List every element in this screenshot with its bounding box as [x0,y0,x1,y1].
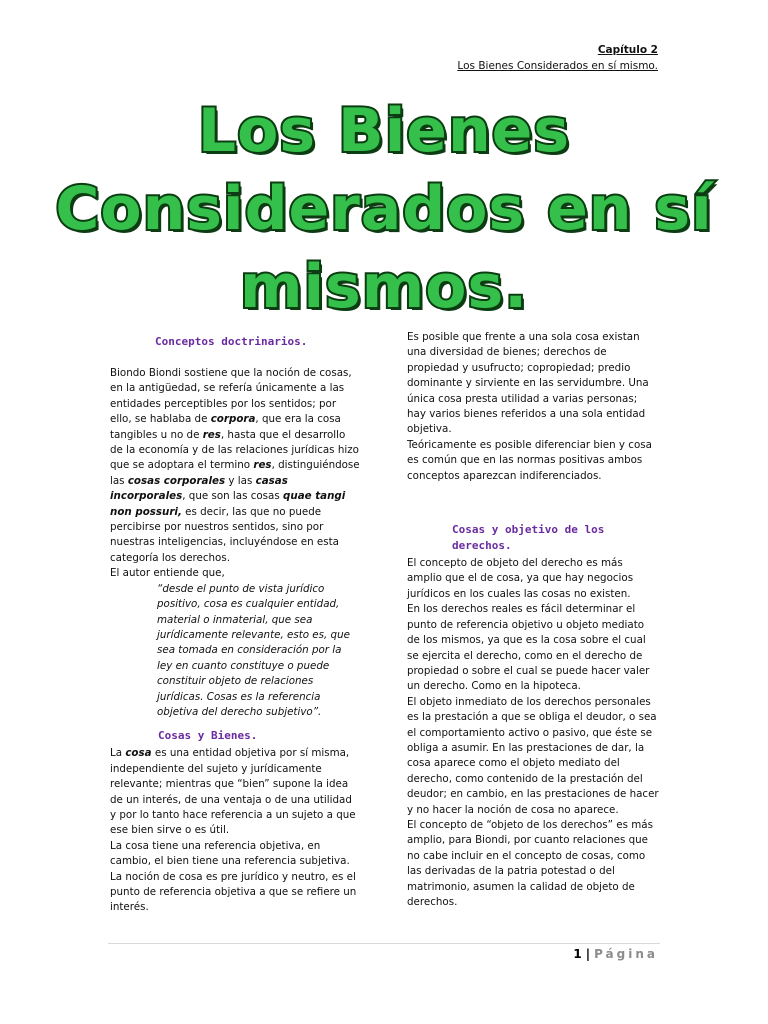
page-number: 1 [573,947,582,961]
page-title [0,92,768,326]
footer-separator: | [585,947,591,961]
term-corpora: corpora [210,413,256,426]
paragraph-nocion: La noción de cosa es pre jurídico y neutro, es el punto de referencia objetiva a que se refiere un interés. [110,870,357,914]
text-run: y las [225,474,256,487]
section-heading-objetivo-derechos: Cosas y objetivo de los derechos. [452,523,605,553]
page-label: Página [594,947,658,961]
running-header [457,42,658,74]
footer-divider [108,943,660,944]
paragraph-objeto-inmediato: El objeto inmediato de los derechos personales es la prestación a que se obliga el deudor, o sea el comportamiento activo o pasivo, que éste se obliga a asumir. En las prestaciones de dar, la cosa aparece como el objeto mediato del derecho, como contenido de la prestación del deudor; en cambio, en las prestaciones de hacer y no hacer la noción de cosa no aparece. [407,695,659,816]
section-heading-conceptos: Conceptos doctrinarios. [155,335,308,348]
text-run: , hasta que el desarrollo de la economía y de las relaciones jurídicas hizo que se adoptara el termino [110,428,359,472]
paragraph-autor: El autor entiende que, [110,567,225,580]
text-run: La [110,747,126,760]
section-heading-cosas-bienes: Cosas y Bienes. [158,729,258,743]
paragraph-objeto-derecho: El concepto de objeto del derecho es más amplio que el de cosa, ya que hay negocios jurídicos en los cuales las cosas no existen. [407,557,634,600]
term-quae-tangi: quae tangi non possuri, [110,490,346,518]
term-res: res [253,459,272,472]
text-run: , distinguiéndose las [110,459,360,487]
paragraph-cosa [110,746,360,838]
text-run: es decir, las que no puede percibirse por nuestros sentidos, sino por nuestras inteligencias, incluyéndose en esta categoría los derechos. [110,505,339,564]
term-casas-incorporales: casas incorporales [110,474,288,503]
chapter-label: Capítulo 2 [597,44,658,56]
paragraph-derechos-reales: En los derechos reales es fácil determinar el punto de referencia objetivo u objeto mediato de los mismos, ya que es la cosa sobre el cual se ejercita el derecho, como en el derecho de propiedad o sobre el cual se puede hacer valer un derecho. Como en la hipoteca. [407,603,650,693]
text-run: , que era la cosa tangibles u no de [110,413,341,441]
paragraph-concepto-objeto: El concepto de “objeto de los derechos” es más amplio, para Biondi, por cuanto relaciones que no cabe incluir en el concepto de cosas, como las derivadas de la patria potestad o del matrimonio, asumen la calidad de objeto de derechos. [407,818,653,908]
paragraph-biondi [110,366,360,566]
term-cosa: cosa [125,747,152,760]
chapter-subtitle: Los Bienes Considerados en sí mismo. [457,60,658,72]
paragraph-referencia: La cosa tiene una referencia objetiva, en cambio, el bien tiene una referencia subjetiva. [110,839,350,868]
page-footer [573,947,658,961]
text-run: , que son las cosas [182,490,283,503]
paragraph-teoricamente: Teóricamente es posible diferenciar bien y cosa es común que en las normas positivas ambos conceptos aparezcan indiferenciados. [407,438,652,482]
text-run: Biondo Biondi sostiene que la noción de cosas, en la antigüedad, se refería únicamente a las entidades perceptibles por los sentidos; por ello, se hablaba de [110,367,352,426]
term-res: res [202,428,221,441]
paragraph-diversidad: Es posible que frente a una sola cosa existan una diversidad de bienes; derechos de propiedad y usufructo; copropiedad; predio dominante y sirviente en las servidumbre. Una única cosa presta utilidad a varias personas; hay varios bienes referidos a una sola entidad objetiva. [407,331,649,436]
left-column [110,330,360,916]
title-line-3: mismos. [239,252,529,322]
text-run: es una entidad objetiva por sí misma, independiente del sujeto y jurídicamente relevante; mientras que “bien” supone la idea de un interés, de una ventaja o de una utilidad y por lo tanto hace referencia a un sujeto a que ese bien sirve o es útil. [110,747,356,837]
block-quote: “desde el punto de vista jurídico positivo, cosa es cualquier entidad, material o inmaterial, que sea jurídicamente relevante, esto es, que sea tomada en consideración por la ley en cuanto constituye o puede constituir objeto de relaciones jurídicas. Cosas es la referencia objetiva del derecho subjetivo”. [157,582,350,718]
term-cosas-corporales: cosas corporales [127,474,226,487]
title-line-1: Los Bienes [197,96,571,166]
title-line-2: Considerados en sí [55,174,713,244]
right-column [407,330,659,910]
